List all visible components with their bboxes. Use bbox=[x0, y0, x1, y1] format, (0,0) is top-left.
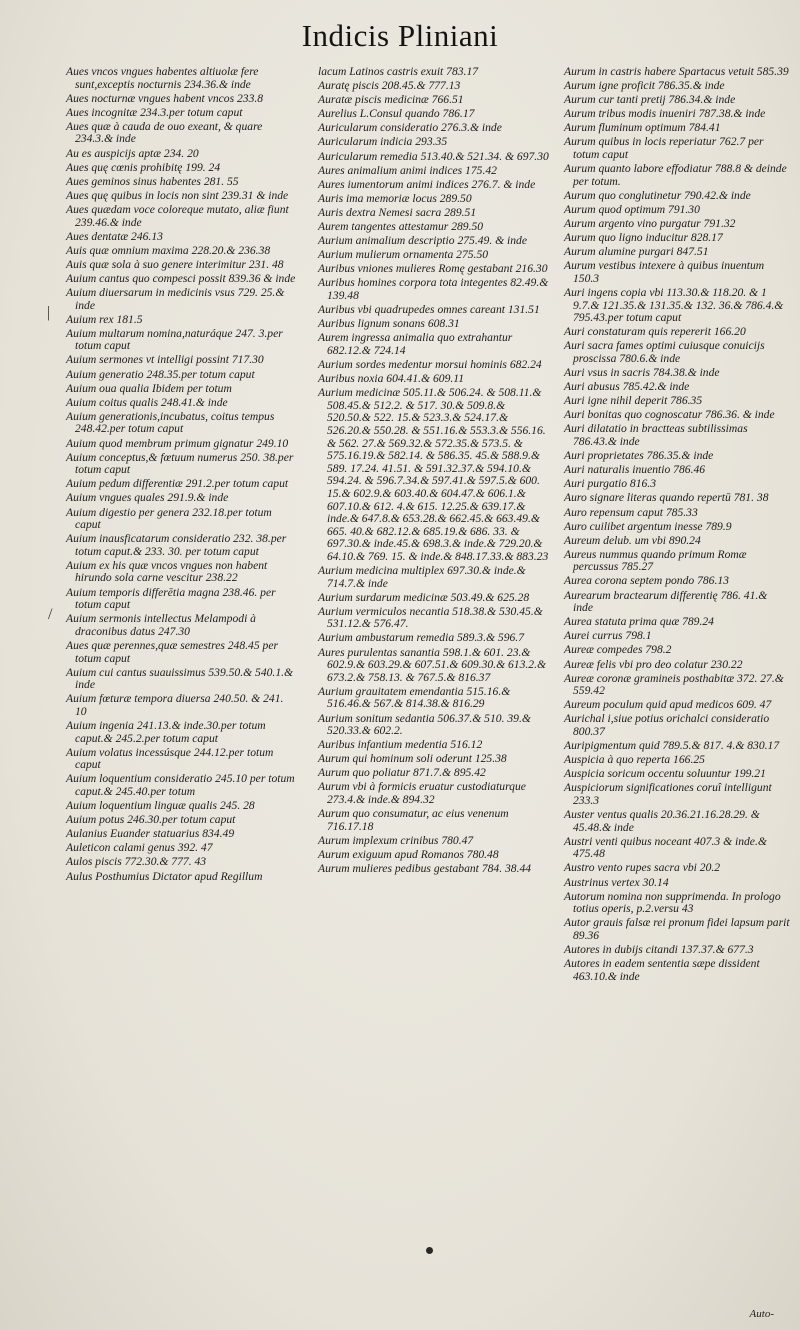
index-entry: Auspiciorum significationes coruî intelligunt 233.3 bbox=[564, 781, 772, 807]
index-entry: Aurium vermiculos necantia 518.38.& 530.45.& 531.12.& 576.47. bbox=[318, 604, 543, 631]
index-entry: Aurium medicina multiplex 697.30.& inde.& 714.7.& inde bbox=[318, 563, 526, 590]
index-entry: Auratæ piscis medicinæ 766.51 bbox=[318, 93, 464, 107]
index-entry: Aues dentatæ 246.13 bbox=[66, 229, 163, 243]
index-entry: Auleticon calami genus 392. 47 bbox=[66, 841, 213, 855]
index-entry: Auri proprietates 786.35.& inde bbox=[564, 449, 714, 463]
index-entry: Aurum implexum crinibus 780.47 bbox=[318, 833, 474, 847]
index-entry: Auri naturalis inuentio 786.46 bbox=[564, 463, 706, 477]
index-entry: Auium fœturæ tempora diuersa 240.50. & 241. 10 bbox=[66, 692, 284, 718]
index-entry: Aurium sonitum sedantia 506.37.& 510. 39.& 520.33.& 602.2. bbox=[318, 711, 531, 738]
index-entry: Austri venti quibus noceant 407.3 & inde.& 475.48 bbox=[564, 834, 767, 861]
index-entry: Aurum quod optimum 791.30 bbox=[564, 202, 700, 216]
index-entry: Auium multarum nomina,naturáque 247. 3.per totum caput bbox=[66, 326, 283, 353]
index-entry: Auium ingenia 241.13.& inde.30.per totum caput.& 245.2.per totum caput bbox=[66, 719, 266, 745]
printer-ornament bbox=[426, 1247, 433, 1254]
index-entry: Autores in dubijs citandi 137.37.& 677.3 bbox=[564, 943, 754, 956]
index-entry: Auribus vbi quadrupedes omnes careant 131.51 bbox=[318, 303, 540, 317]
index-entry: Aurum cur tanti pretij 786.34.& inde bbox=[564, 93, 736, 107]
index-entry: Aurei currus 798.1 bbox=[564, 629, 652, 643]
index-entry: Aurum vestibus intexere à quibus inuentum 150.3 bbox=[564, 259, 765, 285]
index-entry: Auri bonitas quo cognoscatur 786.36. & inde bbox=[564, 408, 775, 422]
index-entry: Auri abusus 785.42.& inde bbox=[564, 380, 690, 394]
index-entry: Aulus Posthumius Dictator apud Regillum bbox=[66, 869, 263, 883]
index-entry: Aurum qui hominum soli oderunt 125.38 bbox=[318, 752, 507, 766]
index-entry: Aurium animalium descriptio 275.49. & inde bbox=[318, 234, 527, 248]
index-entry: Aures purulentas sanantia 598.1.& 601. 23.& 602.9.& 603.29.& 607.51.& 609.30.& 613.2.& 673.2.& 758.13. & 767.5.& 816.37 bbox=[318, 645, 546, 684]
index-entry: Aues quædam voce coloreque mutato, aliæ fiunt 239.46.& inde bbox=[66, 202, 289, 229]
index-entry: Auris ima memoriæ locus 289.50 bbox=[318, 191, 472, 205]
index-entry: Aurium mulierum ornamenta 275.50 bbox=[318, 248, 489, 262]
margin-mark: / bbox=[48, 606, 53, 623]
index-entry: Auribus noxia 604.41.& 609.11 bbox=[318, 372, 464, 386]
index-entry: Auri dilatatio in bractteas subtilissimas 786.43.& inde bbox=[564, 422, 748, 449]
index-entry: Aurum quo conglutinetur 790.42.& inde bbox=[564, 188, 751, 202]
index-entry: Aurea statuta prima quæ 789.24 bbox=[564, 615, 714, 629]
index-entry: Auri sacra fames optimi cuiusque conuicijs proscissa 780.6.& inde bbox=[564, 339, 765, 365]
index-entry: Aues quæ perennes,quæ semestres 248.45 per totum caput bbox=[66, 638, 278, 665]
index-entry: Auium cui cantus suauissimus 539.50.& 540.1.& inde bbox=[66, 665, 294, 692]
index-entry: Auratę piscis 208.45.& 777.13 bbox=[318, 79, 461, 93]
index-entry: Aurum igne proficit 786.35.& inde bbox=[564, 79, 725, 93]
index-entry: Aues vncos vngues habentes altiuolæ fere sunt,exceptis nocturnis 234.36.& inde bbox=[66, 65, 259, 91]
index-entry: Auium pedum differentiæ 291.2.per totum caput bbox=[66, 477, 289, 491]
index-entry: Auri constaturam quis repererit 166.20 bbox=[564, 325, 746, 339]
index-entry: Aureum poculum quid apud medicos 609. 47 bbox=[564, 698, 772, 712]
index-entry: Aues nocturnæ vngues habent vncos 233.8 bbox=[66, 91, 264, 105]
index-entry: Austro vento rupes sacra vbi 20.2 bbox=[564, 861, 721, 875]
index-entry: Aurum argento vino purgatur 791.32 bbox=[564, 217, 736, 231]
index-entry: Aurum tribus modis inueniri 787.38.& inde bbox=[564, 107, 766, 121]
index-entry: Aues quę cœnis prohibitę 199. 24 bbox=[66, 160, 221, 174]
index-entry: Aurum quo poliatur 871.7.& 895.42 bbox=[318, 766, 486, 780]
index-entry: Auium rex 181.5 bbox=[66, 312, 143, 326]
index-column-3 bbox=[564, 66, 790, 985]
index-entry: Aurum quibus in locis reperiatur 762.7 per totum caput bbox=[564, 135, 764, 162]
index-entry: Au es auspicijs aptæ 234. 20 bbox=[66, 146, 199, 160]
index-entry: Aurium surdarum medicinæ 503.49.& 625.28 bbox=[318, 590, 530, 604]
index-entry: Aurum fluminum optimum 784.41 bbox=[564, 121, 721, 135]
index-entry: Auium volatus incessúsque 244.12.per totum caput bbox=[66, 745, 274, 772]
index-entry: Aurium medicinæ 505.11.& 506.24. & 508.11.& 508.45.& 512.2. & 517. 30.& 509.8.& 520.50.& 522. 15.& 523.3.& 524.17.& 526.20.& 550.28. & 551.16.& 553.3.& 556.16. & 562. 27.& 569.32.& 572.35.& 573.5. & 575.16.19.& 582.14. & 586.35. 45.& 588.9.& 589. 17.24. 41.51. & 591.32.37.& 594.10.& 594.24. & 596.7.34.& 597.41.& 597.5.& 600. 15.& 602.9.& 603.40.& 604.47.& 606.1.& 607.10.& 612. 4.& 615. 12.25.& 639.17.& inde.& 647.8.& 653.28.& 662.45.& 663.49.& 665. 40.& 682.12.& 685.19.& 686. 33. & 697.30.& inde.45.& 698.3.& inde.& 729.20.& 64.10.& 769. 15. & inde.& 848.17.33.& 883.23 bbox=[318, 386, 549, 563]
index-entry: Auribus infantium medentia 516.12 bbox=[318, 738, 483, 752]
index-entry: Auium coitus qualis 248.41.& inde bbox=[66, 395, 228, 409]
index-entry: Aues quę quibus in locis non sint 239.31 & inde bbox=[66, 188, 289, 202]
index-entry: Aurium ambustarum remedia 589.3.& 596.7 bbox=[318, 631, 524, 645]
index-entry: Auris dextra Nemesi sacra 289.51 bbox=[318, 205, 477, 219]
index-entry: Auium sermonis intellectus Melampodi à draconibus datus 247.30 bbox=[66, 612, 256, 638]
index-entry: Aurum alumine purgari 847.51 bbox=[564, 245, 709, 259]
index-entry: Auium potus 246.30.per totum caput bbox=[66, 813, 236, 827]
index-column-2 bbox=[318, 66, 550, 877]
index-entry: Aureum delub. um vbi 890.24 bbox=[564, 533, 701, 547]
index-entry: Aurea corona septem pondo 786.13 bbox=[564, 574, 729, 588]
index-entry: Auripigmentum quid 789.5.& 817. 4.& 830.17 bbox=[564, 739, 780, 753]
index-entry: Aurem tangentes attestamur 289.50 bbox=[318, 220, 484, 234]
index-entry: Auricularum remedia 513.40.& 521.34. & 697.30 bbox=[318, 149, 549, 163]
index-entry: Auium loquentium consideratio 245.10 per totum caput.& 245.40.per totum bbox=[66, 772, 295, 798]
index-entry: Aulanius Euander statuarius 834.49 bbox=[66, 827, 235, 841]
index-entry: Aurearum bractearum differentię 786. 41.& inde bbox=[564, 588, 768, 615]
index-entry: Aurum exiguum apud Romanos 780.48 bbox=[318, 847, 499, 861]
index-entry: Aurum in castris habere Spartacus vetuit 585.39 bbox=[564, 65, 789, 78]
index-entry: Auspicia à quo reperta 166.25 bbox=[564, 753, 705, 767]
index-entry: Auium vngues quales 291.9.& inde bbox=[66, 491, 229, 505]
index-entry: Auium generatio 248.35.per totum caput bbox=[66, 367, 255, 381]
index-entry: Aurium grauitatem emendantia 515.16.& 516.46.& 567.& 814.38.& 816.29 bbox=[318, 684, 511, 711]
index-entry: Auricularum indicia 293.35 bbox=[318, 135, 448, 149]
index-entry: Aurum quo ligno inducitur 828.17 bbox=[564, 231, 723, 245]
index-entry: Auri vsus in sacris 784.38.& inde bbox=[564, 366, 720, 380]
index-entry: Aurum mulieres pedibus gestabant 784. 38.44 bbox=[318, 862, 532, 876]
index-entry: Auium quod membrum primum gignatur 249.10 bbox=[66, 436, 289, 450]
index-entry: Auribus lignum sonans 608.31 bbox=[318, 317, 460, 331]
running-head: Indicis Pliniani bbox=[301, 18, 499, 53]
index-entry: Auium inausficatarum consideratio 232. 38.per totum caput.& 233. 30. per totum caput bbox=[66, 532, 287, 558]
index-entry: Aurum vbi à formicis eruatur custodiaturque 273.4.& inde.& 894.32 bbox=[318, 780, 526, 807]
index-entry: Aureus nummus quando primum Romæ percussus 785.27 bbox=[564, 547, 747, 574]
index-entry: Aureæ compedes 798.2 bbox=[564, 643, 672, 657]
index-entry: Auium cantus quo compesci possit 839.36 & inde bbox=[66, 271, 296, 285]
index-entry: Auribus homines corpora tota integentes 82.49.& 139.48 bbox=[318, 276, 549, 302]
index-entry: Aureæ coronæ gramineis posthabitæ 372. 27.& 559.42 bbox=[564, 671, 784, 698]
index-entry: Auium temporis differētia magna 238.46. per totum caput bbox=[66, 585, 276, 612]
index-entry: Aureæ felis vbi pro deo colatur 230.22 bbox=[564, 657, 743, 671]
index-entry: Auis quæ omnium maxima 228.20.& 236.38 bbox=[66, 243, 271, 257]
index-entry: Auspicia soricum occentu soluuntur 199.21 bbox=[564, 767, 766, 781]
index-entry: Auricularum consideratio 276.3.& inde bbox=[318, 121, 502, 135]
index-entry: Auri ingens copia vbi 113.30.& 118.20. & 1 9.7.& 121.35.& 131.35.& 132. 36.& 786.4.& 795.43.per totum caput bbox=[564, 286, 784, 325]
index-entry: Auium loquentium linguæ qualis 245. 28 bbox=[66, 799, 255, 813]
index-entry: Auri igne nihil deperit 786.35 bbox=[564, 394, 703, 408]
index-entry: Auium generationis,incubatus, coitus tempus 248.42.per totum caput bbox=[66, 409, 275, 436]
index-entry: Aurem ingressa animalia quo extrahantur 682.12.& 724.14 bbox=[318, 331, 513, 357]
index-entry: Auium oua qualia Ibidem per totum bbox=[66, 381, 232, 395]
index-entry: Auri purgatio 816.3 bbox=[564, 477, 657, 491]
index-entry: Aues incognitæ 234.3.per totum caput bbox=[66, 105, 243, 119]
index-entry: Auro signare literas quando repertū 781. 38 bbox=[564, 491, 769, 505]
index-entry: Autores in eadem sententia sæpe dissident 463.10.& inde bbox=[564, 957, 760, 983]
index-entry: Aurum quanto labore effodiatur 788.8 & deinde per totum. bbox=[564, 162, 787, 188]
index-entry: Aues geminos sinus habentes 281. 55 bbox=[66, 174, 239, 188]
index-entry: Auster ventus qualis 20.36.21.16.28.29. & 45.48.& inde bbox=[564, 808, 760, 834]
index-entry: Aurum quo consumatur, ac eius venenum 716.17.18 bbox=[318, 807, 509, 833]
catchword: Auto- bbox=[749, 1308, 774, 1320]
index-entry: Aurelius L.Consul quando 786.17 bbox=[318, 107, 475, 121]
index-entry: Auribus vniones mulieres Romę gestabant 216.30 bbox=[318, 262, 548, 276]
index-entry: Aures animalium animi indices 175.42 bbox=[318, 163, 497, 177]
index-entry: Aurium sordes medentur morsui hominis 682.24 bbox=[318, 357, 542, 371]
index-entry: Auium digestio per genera 232.18.per totum caput bbox=[66, 505, 272, 532]
index-entry: Auro repensum caput 785.33 bbox=[564, 505, 698, 519]
index-entry: Autorum nomina non supprimenda. In prologo totius operis, p.2.versu 43 bbox=[564, 889, 781, 916]
margin-mark: | bbox=[47, 304, 51, 321]
index-entry: Austrinus vertex 30.14 bbox=[564, 875, 669, 889]
index-entry: Aurichal i,siue potius orichalci consideratio 800.37 bbox=[564, 712, 770, 738]
index-entry: Auium sermones vt intelligi possint 717.30 bbox=[66, 353, 264, 367]
index-entry: Auis quæ sola à suo genere interimitur 231. 48 bbox=[66, 257, 284, 271]
index-entry: Auium conceptus,& fœtuum numerus 250. 38.per totum caput bbox=[66, 450, 294, 477]
index-entry: Aulos piscis 772.30.& 777. 43 bbox=[66, 855, 207, 869]
index-entry: Aues quæ à cauda de ouo exeant, & quare 234.3.& inde bbox=[66, 119, 263, 146]
index-column-1 bbox=[66, 66, 296, 885]
index-entry: Auium diuersarum in medicinis vsus 729. 25.& inde bbox=[66, 286, 285, 312]
index-entry: lacum Latinos castris exuit 783.17 bbox=[318, 65, 479, 78]
index-entry: Aures iumentorum animi indices 276.7. & inde bbox=[318, 177, 536, 191]
index-entry: Auium ex his quæ vncos vngues non habent hirundo sola carne vescitur 238.22 bbox=[66, 558, 268, 585]
index-entry: Auro cuilibet argentum inesse 789.9 bbox=[564, 519, 732, 533]
index-entry: Autor grauis falsæ rei pronum fidei lapsum parit 89.36 bbox=[564, 916, 790, 942]
